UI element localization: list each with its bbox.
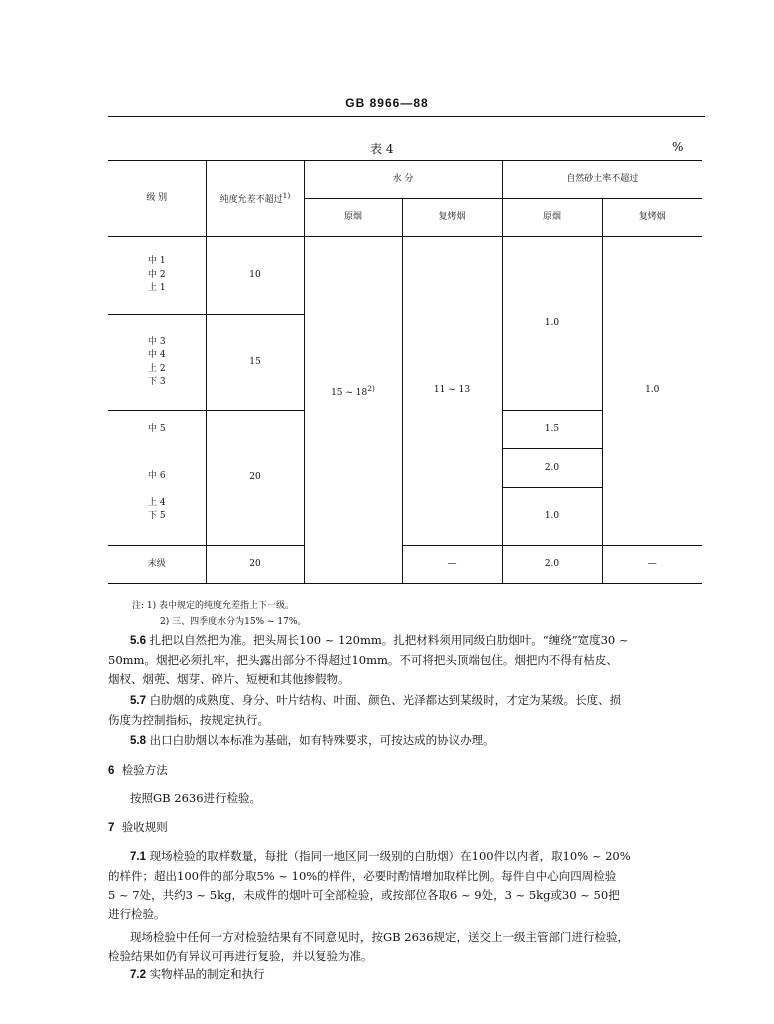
table-unit: % [672,140,684,154]
moisture-raw-cell: 15 ~ 18$^{2)}$ [304,237,402,546]
table-row: 中 6 上 4 下 5 [147,470,166,522]
section-5-6: 5.6 扎把以自然把为准。把头周长100 ~ 120mm。扎把材料须用同级白肋烟叶。“缠绕”宽度30 ~ 50mm。烟把必须扎牢，把头露出部分不得超过10mm。不可将把头顶端包住。烟把内不得有枯皮、 烟杈、烟蔸、烟芽、碎片、短梗和其他掺假物。 [108,633,629,686]
purity-cell: 15 [206,315,304,411]
section-6-heading: 6 检验方法 [108,763,168,777]
sand-raw-cell: 2.0 1.0 [502,449,602,546]
grade-header: 级 别 [108,161,206,237]
section-5-7: 5.7 白肋烟的成熟度、身分、叶片结构、叶面、颜色、光泽都达到某级时，才定为某级。长度、损 伤度为控制指标，按规定执行。 [108,693,622,727]
purity-cell: 20 [206,546,304,584]
table-note-1: 注: 1) 表中规定的纯度允差指上下一级。 [132,601,295,611]
section-7-1: 7.1 现场检验的取样数量，每批（指同一地区同一级别的白肋烟）在100件以内者，取10% ~ 20% 的样件；超出100件的部分取5% ~ 10%的样件，必要时酌情增加取样比例。每件自中心向四周检验 5 ~ 7处，共约3 ~ 5kg，未成件的烟叶可全部检验，或按部位各取6 ~ 9处，3 ~ 5kg或30 ~ 50把 进行检验。 [108,849,631,921]
sand-raw-cell: 2.0 [502,546,602,584]
purity-cell: 20 [206,411,304,546]
section-7-heading: 7 验收规则 [108,820,168,834]
table-note-2: 2) 三、四季度水分为15% ~ 17%。 [160,617,307,627]
table-row: 中 3 中 4 上 2 下 3 [108,315,206,411]
grade-spec-table [108,160,702,584]
table-row: 中 1 中 2 上 1 [108,237,206,315]
sand-header: 自然砂土率不超过 [502,161,702,199]
sand-raw-cell: 1.5 [502,411,602,449]
section-7-1-dispute: 现场检验中任何一方对检验结果有不同意见时，按GB 2636规定，送交上一级主管部门进行检验， 检验结果如仍有异议可再进行复验，并以复验为准。 [108,930,630,963]
sand-redried-cell: 1.0 [602,237,702,546]
purity-header: 纯度允差不超过$^{1)}$ [206,161,304,237]
moisture-header: 水 分 [304,161,502,199]
sand-raw-cell: 1.0 [502,237,602,411]
moisture-raw-header: 原烟 [304,199,402,237]
section-7-2: 7.2 实物样品的制定和执行 [130,967,265,981]
table-row: 中 5 [147,424,166,434]
section-5-8: 5.8 出口白肋烟以本标准为基础，如有特殊要求，可按达成的协议办理。 [130,733,495,747]
moisture-raw-cell [304,546,402,584]
section-6-body: 按照GB 2636进行检验。 [130,791,262,805]
standard-code-header: GB 8966—88 [345,96,429,110]
moisture-redried-header: 复烤烟 [402,199,502,237]
table-row: 末级 [108,546,206,584]
moisture-redried-cell: — [402,546,502,584]
sand-redried-cell: — [602,546,702,584]
moisture-redried-cell: 11 ~ 13 [402,237,502,546]
purity-cell: 10 [206,237,304,315]
sand-redried-header: 复烤烟 [602,199,702,237]
sand-raw-header: 原烟 [502,199,602,237]
table-caption: 表 4 [370,142,394,156]
header-rule [108,116,705,117]
